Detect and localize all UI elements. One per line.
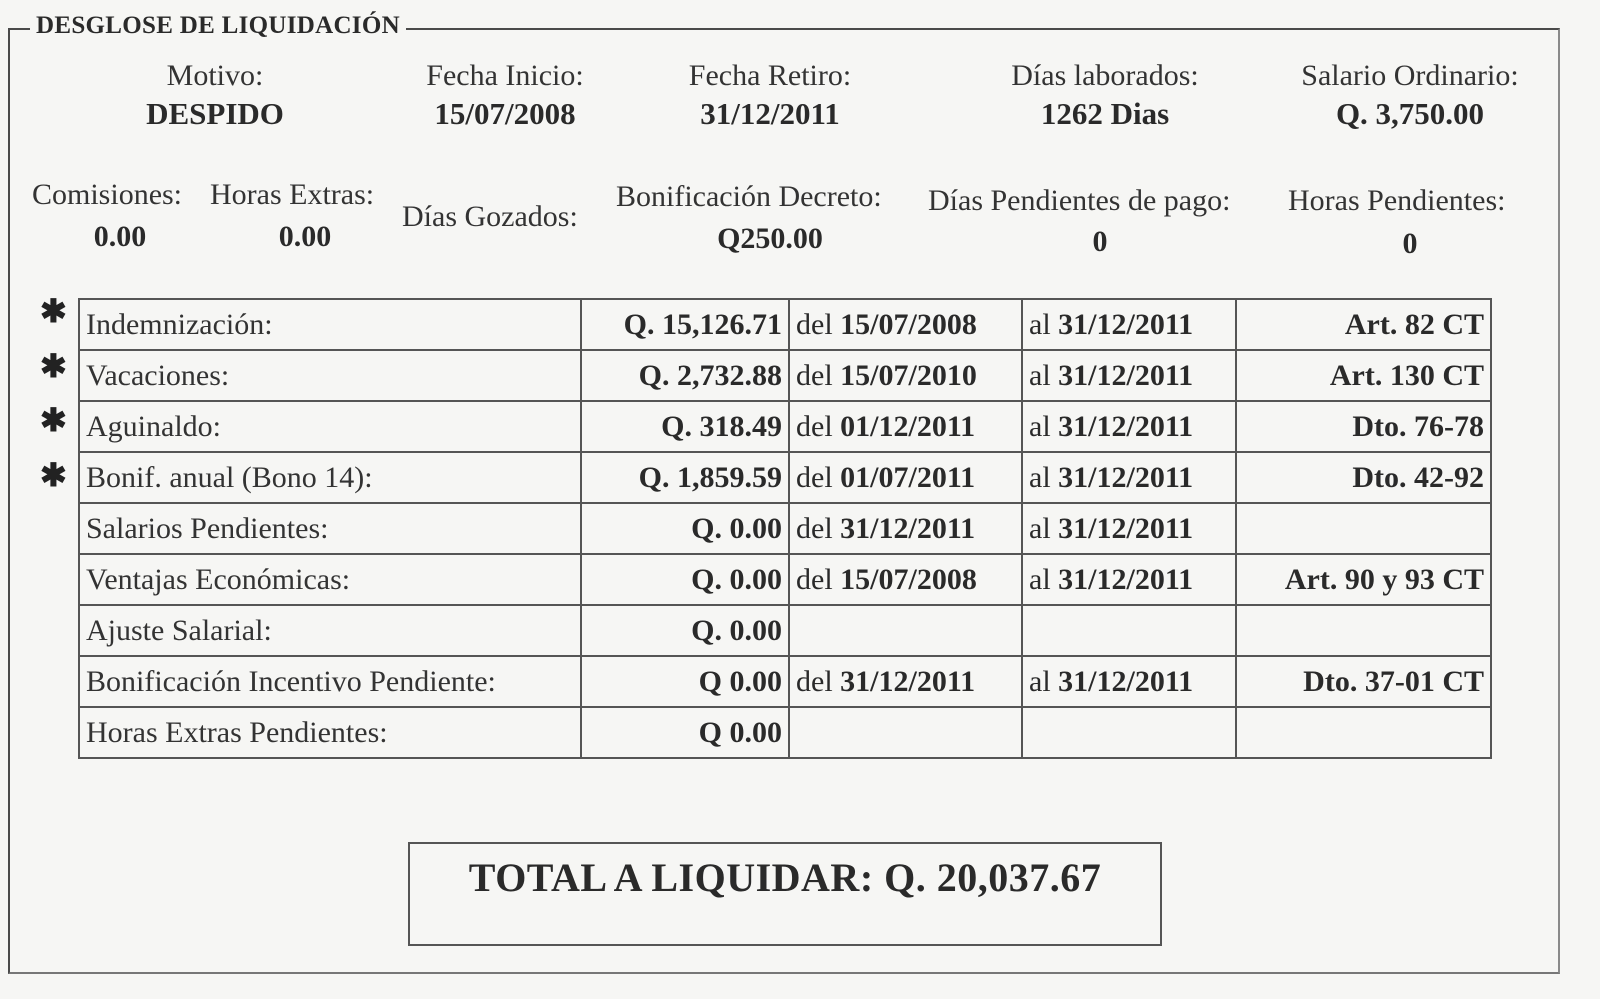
legal-reference: Dto. 37-01 CT xyxy=(1303,664,1484,698)
bonificacion-decreto-value: Q250.00 xyxy=(717,222,823,255)
from-prefix: del xyxy=(796,664,833,698)
from-date-cell xyxy=(789,707,1022,758)
concept-label: Bonificación Incentivo Pendiente: xyxy=(86,664,496,698)
from-date: 31/12/2011 xyxy=(840,664,976,698)
to-date-cell xyxy=(1022,299,1236,350)
amount-value: Q. 1,859.59 xyxy=(638,460,782,494)
salario-ordinario-label: Salario Ordinario: xyxy=(1301,59,1519,92)
concept-label: Salarios Pendientes: xyxy=(86,511,329,545)
to-prefix: al xyxy=(1029,511,1051,545)
dias-gozados-label: Días Gozados: xyxy=(402,200,578,233)
legal-ref-cell xyxy=(1236,605,1491,656)
from-prefix: del xyxy=(796,307,833,341)
from-date-cell xyxy=(789,503,1022,554)
concept-label: Horas Extras Pendientes: xyxy=(86,715,388,749)
table-row xyxy=(79,299,1491,350)
dias-laborados-label: Días laborados: xyxy=(1011,59,1199,92)
from-date-cell xyxy=(789,656,1022,707)
amount-cell xyxy=(581,401,789,452)
fecha-retiro-value: 31/12/2011 xyxy=(700,96,840,131)
concept-cell xyxy=(79,503,581,554)
horas-extras-label: Horas Extras: xyxy=(210,178,375,211)
dias-pendientes-value: 0 xyxy=(1092,225,1108,258)
from-prefix: del xyxy=(796,358,833,392)
to-prefix: al xyxy=(1029,409,1051,443)
concept-label: Ventajas Económicas: xyxy=(86,562,351,596)
dias-laborados-value: 1262 Dias xyxy=(1040,96,1170,131)
legal-ref-cell xyxy=(1236,554,1491,605)
salario-ordinario-field xyxy=(1280,58,1540,134)
horas-pendientes-value: 0 xyxy=(1402,227,1418,260)
concept-cell xyxy=(79,401,581,452)
motivo-value: DESPIDO xyxy=(146,96,284,131)
legal-ref-cell xyxy=(1236,401,1491,452)
to-prefix: al xyxy=(1029,562,1051,596)
amount-cell xyxy=(581,554,789,605)
bonificacion-decreto-label: Bonificación Decreto: xyxy=(616,180,882,213)
to-date: 31/12/2011 xyxy=(1058,307,1194,341)
table-row xyxy=(79,401,1491,452)
comisiones-value: 0.00 xyxy=(93,220,147,253)
from-prefix: del xyxy=(796,460,833,494)
dias-laborados-field xyxy=(980,58,1230,134)
table-row xyxy=(79,707,1491,758)
motivo-field xyxy=(110,58,320,134)
to-prefix: al xyxy=(1029,664,1051,698)
amount-value: Q 0.00 xyxy=(698,715,782,749)
from-date-cell xyxy=(789,452,1022,503)
page-title: DESGLOSE DE LIQUIDACIÓN xyxy=(30,12,406,40)
to-date: 31/12/2011 xyxy=(1058,409,1194,443)
from-date: 15/07/2008 xyxy=(840,562,977,596)
amount-cell xyxy=(581,605,789,656)
from-date-cell xyxy=(789,299,1022,350)
horas-extras-value: 0.00 xyxy=(278,220,332,253)
amount-cell xyxy=(581,350,789,401)
amount-cell xyxy=(581,299,789,350)
amount-cell xyxy=(581,452,789,503)
to-date: 31/12/2011 xyxy=(1058,664,1194,698)
legal-ref-cell xyxy=(1236,503,1491,554)
to-prefix: al xyxy=(1029,307,1051,341)
check-mark-icon: ✱ xyxy=(40,293,67,329)
check-mark-icon: ✱ xyxy=(40,457,67,493)
amount-value: Q 0.00 xyxy=(698,664,782,698)
fecha-inicio-field xyxy=(400,58,610,134)
to-date-cell xyxy=(1022,554,1236,605)
to-prefix: al xyxy=(1029,460,1051,494)
legal-reference: Dto. 76-78 xyxy=(1352,409,1484,443)
amount-value: Q. 318.49 xyxy=(661,409,782,443)
fecha-retiro-label: Fecha Retiro: xyxy=(688,59,852,92)
from-prefix: del xyxy=(796,409,833,443)
concept-cell xyxy=(79,707,581,758)
amount-cell xyxy=(581,503,789,554)
total-box xyxy=(408,842,1162,946)
to-date: 31/12/2011 xyxy=(1058,460,1194,494)
to-date-cell xyxy=(1022,707,1236,758)
to-date-cell xyxy=(1022,605,1236,656)
concept-cell xyxy=(79,452,581,503)
legal-ref-cell xyxy=(1236,452,1491,503)
concept-cell xyxy=(79,605,581,656)
motivo-label: Motivo: xyxy=(166,59,264,92)
amount-value: Q. 2,732.88 xyxy=(638,358,782,392)
table-row xyxy=(79,605,1491,656)
to-date: 31/12/2011 xyxy=(1058,511,1194,545)
to-date-cell xyxy=(1022,452,1236,503)
from-date: 01/07/2011 xyxy=(840,460,976,494)
concept-label: Bonif. anual (Bono 14): xyxy=(86,460,373,494)
from-date-cell xyxy=(789,350,1022,401)
table-row xyxy=(79,554,1491,605)
salario-ordinario-value: Q. 3,750.00 xyxy=(1335,96,1485,131)
from-date: 15/07/2008 xyxy=(840,307,977,341)
legal-reference: Art. 130 CT xyxy=(1329,358,1484,392)
fecha-inicio-label: Fecha Inicio: xyxy=(426,59,584,92)
to-date-cell xyxy=(1022,401,1236,452)
fecha-retiro-field xyxy=(660,58,880,134)
concept-label: Aguinaldo: xyxy=(86,409,221,443)
concept-label: Ajuste Salarial: xyxy=(86,613,272,647)
concept-cell xyxy=(79,656,581,707)
dias-pendientes-label: Días Pendientes de pago: xyxy=(928,184,1231,217)
concept-cell xyxy=(79,350,581,401)
legal-ref-cell xyxy=(1236,350,1491,401)
from-date-cell xyxy=(789,401,1022,452)
total-value: Q. 20,037.67 xyxy=(884,855,1102,900)
legal-reference: Art. 82 CT xyxy=(1344,307,1484,341)
from-date: 31/12/2011 xyxy=(840,511,976,545)
amount-cell xyxy=(581,656,789,707)
amount-value: Q. 0.00 xyxy=(691,613,782,647)
to-prefix: al xyxy=(1029,358,1051,392)
to-date: 31/12/2011 xyxy=(1058,358,1194,392)
table-row xyxy=(79,452,1491,503)
to-date-cell xyxy=(1022,656,1236,707)
fecha-inicio-value: 15/07/2008 xyxy=(434,96,576,131)
legal-ref-cell xyxy=(1236,299,1491,350)
legal-ref-cell xyxy=(1236,707,1491,758)
to-date-cell xyxy=(1022,350,1236,401)
liquidation-table xyxy=(78,298,1492,759)
concept-label: Vacaciones: xyxy=(86,358,230,392)
from-date: 01/12/2011 xyxy=(840,409,976,443)
from-prefix: del xyxy=(796,511,833,545)
amount-value: Q. 0.00 xyxy=(691,562,782,596)
to-date-cell xyxy=(1022,503,1236,554)
concept-cell xyxy=(79,299,581,350)
legal-reference: Dto. 42-92 xyxy=(1352,460,1484,494)
legal-reference: Art. 90 y 93 CT xyxy=(1284,562,1484,596)
total-label: TOTAL A LIQUIDAR: Q. 20,037.67 xyxy=(468,855,1102,900)
check-mark-icon: ✱ xyxy=(40,348,67,384)
table-row xyxy=(79,350,1491,401)
concept-cell xyxy=(79,554,581,605)
table-row xyxy=(79,503,1491,554)
amount-value: Q. 15,126.71 xyxy=(623,307,782,341)
from-date-cell xyxy=(789,605,1022,656)
concept-label: Indemnización: xyxy=(86,307,273,341)
legal-ref-cell xyxy=(1236,656,1491,707)
from-date: 15/07/2010 xyxy=(840,358,977,392)
from-prefix: del xyxy=(796,562,833,596)
table-row xyxy=(79,656,1491,707)
comisiones-label: Comisiones: xyxy=(32,178,183,211)
amount-cell xyxy=(581,707,789,758)
to-date: 31/12/2011 xyxy=(1058,562,1194,596)
from-date-cell xyxy=(789,554,1022,605)
check-mark-icon: ✱ xyxy=(40,402,67,438)
horas-pendientes-label: Horas Pendientes: xyxy=(1288,184,1506,217)
amount-value: Q. 0.00 xyxy=(691,511,782,545)
